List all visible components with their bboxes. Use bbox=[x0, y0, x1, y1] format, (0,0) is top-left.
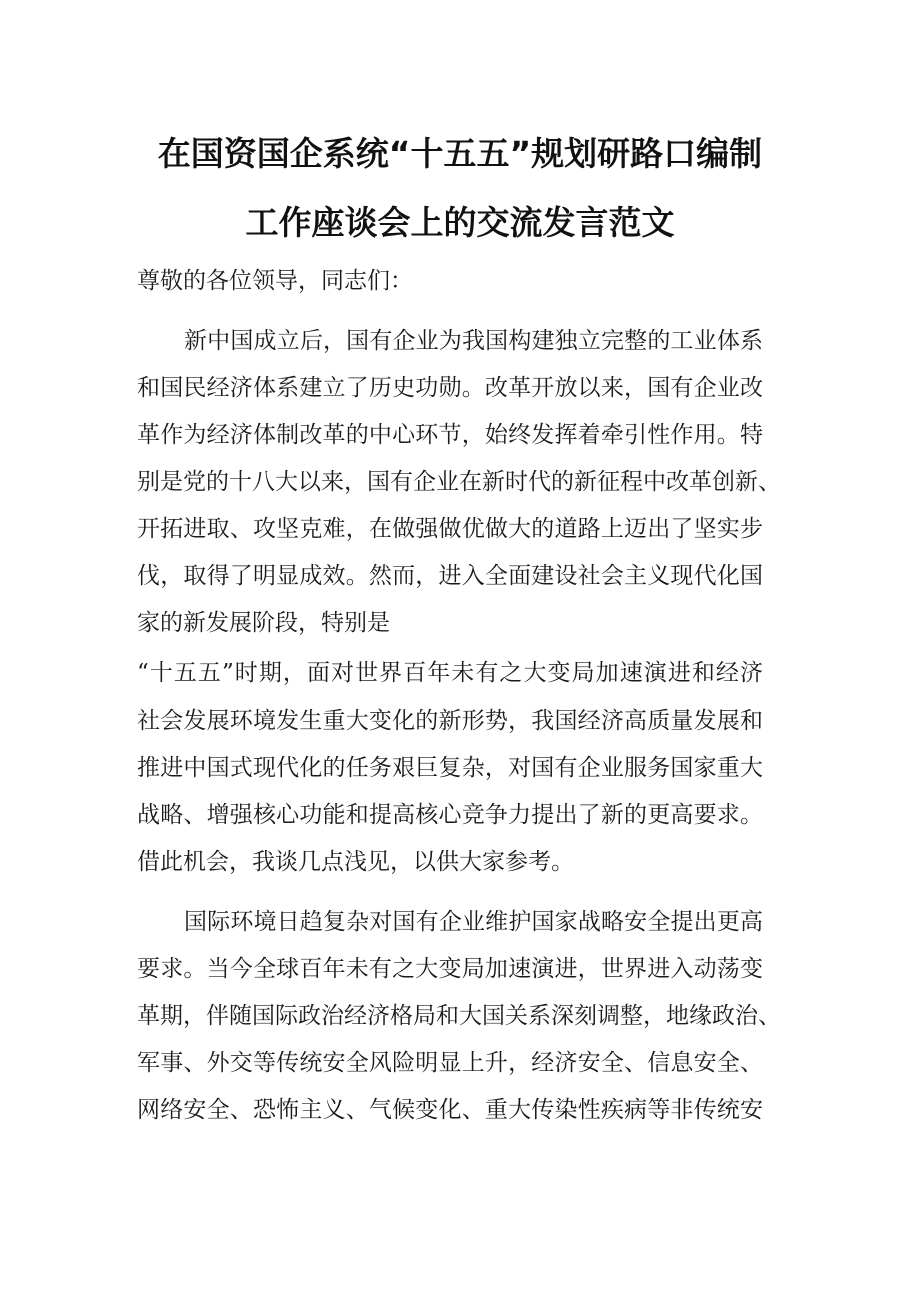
paragraph-1-line: 家的新发展阶段，特别是 bbox=[137, 610, 390, 636]
document-title-line-1: 在国资国企系统“十五五”规划研路口编制 bbox=[157, 134, 763, 173]
paragraph-2-line: 国际环境日趋复杂对国有企业维护国家战略安全提出更高 bbox=[184, 909, 763, 935]
paragraph-1-line: 伐，取得了明显成效。然而，进入全面建设社会主义现代化国 bbox=[137, 563, 763, 589]
paragraph-1-line: 推进中国式现代化的任务艰巨复杂，对国有企业服务国家重大 bbox=[137, 755, 763, 781]
paragraph-2-line: 革期，伴随国际政治经济格局和大国关系深刻调整，地缘政治、 bbox=[137, 1003, 781, 1029]
paragraph-2-line: 网络安全、恐怖主义、气候变化、重大传染性疾病等非传统安 bbox=[137, 1097, 763, 1123]
paragraph-1-line: 革作为经济体制改革的中心环节，始终发挥着牵引性作用。特 bbox=[137, 422, 763, 448]
paragraph-1-line: 社会发展环境发生重大变化的新形势，我国经济高质量发展和 bbox=[137, 708, 763, 734]
paragraph-1-line: 借此机会，我谈几点浅见，以供大家参考。 bbox=[137, 849, 574, 875]
salutation: 尊敬的各位领导，同志们： bbox=[137, 268, 413, 294]
paragraph-1-line: 新中国成立后，国有企业为我国构建独立完整的工业体系 bbox=[184, 328, 763, 354]
paragraph-1-line: 战略、增强核心功能和提高核心竞争力提出了新的更高要求。 bbox=[137, 802, 763, 828]
paragraph-1-line: “十五五”时期，面对世界百年未有之大变局加速演进和经济 bbox=[137, 660, 763, 686]
paragraph-1-line: 和国民经济体系建立了历史功勋。改革开放以来，国有企业改 bbox=[137, 375, 763, 401]
paragraph-1-line: 开拓进取、攻坚克难，在做强做优做大的道路上迈出了坚实步 bbox=[137, 516, 763, 542]
paragraph-1-line: 别是党的十八大以来，国有企业在新时代的新征程中改革创新、 bbox=[137, 469, 781, 495]
document-title-line-2: 工作座谈会上的交流发言范文 bbox=[245, 203, 675, 242]
paragraph-2-line: 军事、外交等传统安全风险明显上升，经济安全、信息安全、 bbox=[137, 1050, 763, 1076]
paragraph-2-line: 要求。当今全球百年未有之大变局加速演进，世界进入动荡变 bbox=[137, 956, 763, 982]
